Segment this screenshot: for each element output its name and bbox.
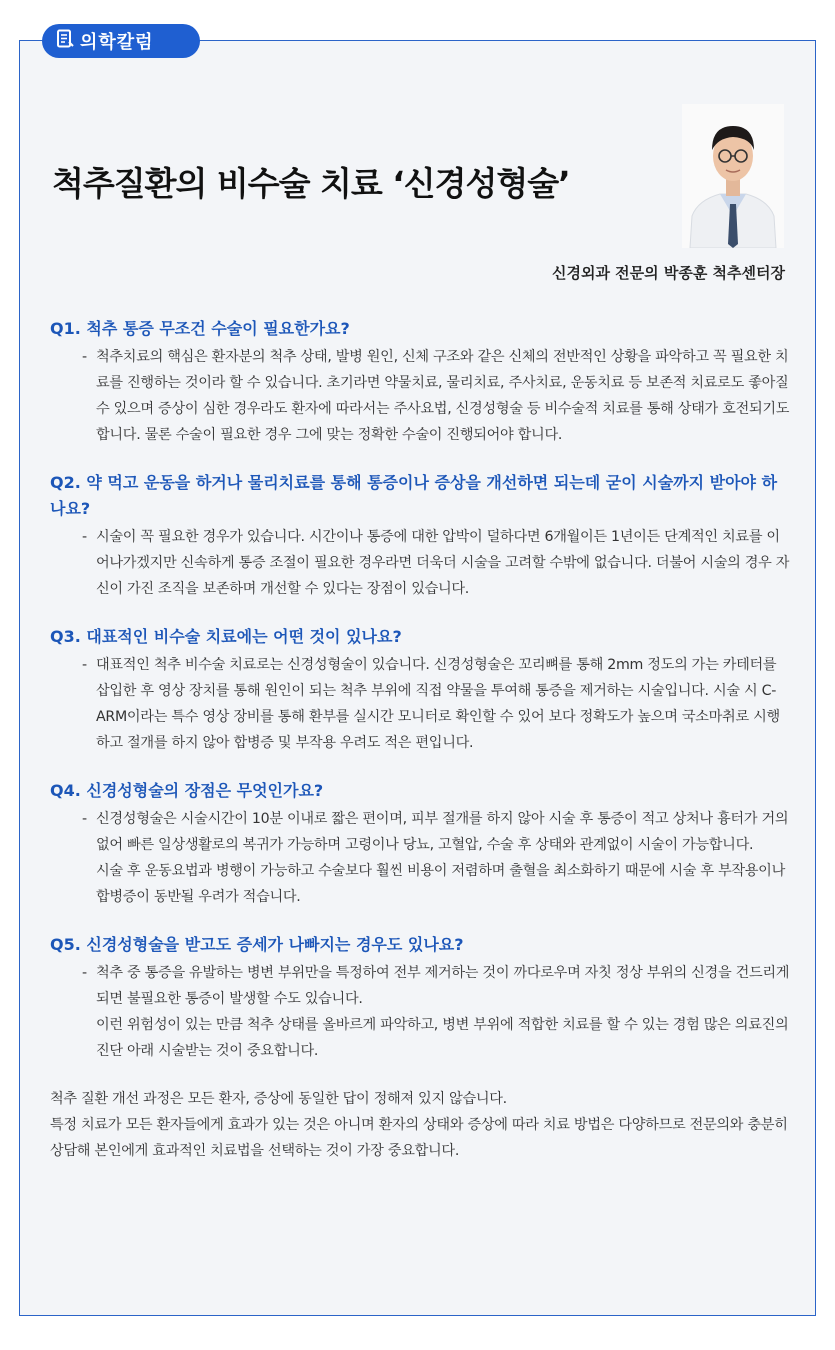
qa-item-1 — [50, 316, 790, 448]
qa-content — [50, 316, 790, 1164]
doctor-photo — [682, 104, 784, 248]
column-badge — [42, 24, 200, 58]
answer-paragraph: 시술 후 운동요법과 병행이 가능하고 수술보다 훨씬 비용이 저렴하며 출혈을 최소화하기 때문에 시술 후 부작용이나 합병증이 동반될 우려가 적습니다. — [96, 863, 785, 905]
answer-2: - 시술이 꼭 필요한 경우가 있습니다. 시간이나 통증에 대한 압박이 덜하다면 6개월이든 1년이든 단계적인 치료를 이어나가겠지만 신속하게 통증 조절이 필요한 경우라면 더욱더 시술을 고려할 수밖에 없습니다. 더불어 시술의 경우 자신이 가진 조직을 보존하며 개선할 수 있다는 장점이 있습니다. — [50, 524, 790, 602]
question-2: Q2. 약 먹고 운동을 하거나 물리치료를 통해 통증이나 증상을 개선하면 되는데 굳이 시술까지 받아야 하나요? — [50, 473, 778, 518]
answer-paragraph: 척추 중 통증을 유발하는 병변 부위만을 특정하여 전부 제거하는 것이 까다로우며 자칫 정상 부위의 신경을 건드리게 되면 불필요한 통증이 발생할 수도 있습니다. — [96, 965, 790, 1007]
qa-item-3 — [50, 624, 790, 756]
badge-label: 의학칼럼 — [80, 32, 154, 53]
answer-4: - 신경성형술은 시술시간이 10분 이내로 짧은 편이며, 피부 절개를 하지 않아 시술 후 통증이 적고 상처나 흉터가 거의 없어 빠른 일상생활로의 복귀가 가능하며 고령이나 당뇨, 고혈압, 수술 후 상태와 관계없이 시술이 가능합니다. 시술 후 운동요법과 병행이 가능하고 수술보다 훨씬 비용이 저렴하며 출혈을 최소화하기 때문에 시술 후 부작용이나 합병증이 동반될 우려가 적습니다. — [50, 806, 790, 910]
document-icon — [56, 29, 74, 53]
qa-item-2 — [50, 470, 790, 602]
question-5: Q5. 신경성형술을 받고도 증세가 나빠지는 경우도 있나요? — [50, 935, 464, 954]
answer-3: - 대표적인 척추 비수술 치료로는 신경성형술이 있습니다. 신경성형술은 꼬리뼈를 통해 2mm 정도의 가는 카테터를 삽입한 후 영상 장치를 통해 원인이 되는 척추 부위에 직접 약물을 투여해 통증을 제거하는 시술입니다. 시술 시 C-ARM이라는 특수 영상 장비를 통해 환부를 실시간 모니터로 확인할 수 있어 보다 정확도가 높으며 국소마취로 시행하고 절개를 하지 않아 합병증 및 부작용 우려도 적은 편입니다. — [50, 652, 790, 756]
question-3: Q3. 대표적인 비수술 치료에는 어떤 것이 있나요? — [50, 627, 402, 646]
closing-paragraph: 척추 질환 개선 과정은 모든 환자, 증상에 동일한 답이 정해져 있지 않습니다. — [50, 1091, 507, 1107]
question-1: Q1. 척추 통증 무조건 수술이 필요한가요? — [50, 319, 350, 338]
question-4: Q4. 신경성형술의 장점은 무엇인가요? — [50, 781, 324, 800]
answer-paragraph: 시술이 꼭 필요한 경우가 있습니다. 시간이나 통증에 대한 압박이 덜하다면 6개월이든 1년이든 단계적인 치료를 이어나가겠지만 신속하게 통증 조절이 필요한 경우라면 더욱더 시술을 고려할 수밖에 없습니다. 더불어 시술의 경우 자신이 가진 조직을 보존하며 개선할 수 있다는 장점이 있습니다. — [96, 529, 790, 597]
answer-paragraph: 척추치료의 핵심은 환자분의 척추 상태, 발병 원인, 신체 구조와 같은 신체의 전반적인 상황을 파악하고 꼭 필요한 치료를 진행하는 것이라 할 수 있습니다. 초기라면 약물치료, 물리치료, 주사치료, 운동치료 등 보존적 치료로도 좋아질 수 있으며 증상이 심한 경우라도 환자에 따라서는 주사요법, 신경성형술 등 비수술적 치료를 통해 상태가 호전되기도 합니다. 물론 수술이 필요한 경우 그에 맞는 정확한 수술이 진행되어야 합니다. — [96, 349, 790, 443]
closing-text — [50, 1086, 790, 1164]
page-title: 척추질환의 비수술 치료 ‘신경성형술’ — [52, 164, 570, 203]
closing-paragraph: 특정 치료가 모든 환자들에게 효과가 있는 것은 아니며 환자의 상태와 증상에 따라 치료 방법은 다양하므로 전문의와 충분히 상담해 본인에게 효과적인 치료법을 선택하는 것이 가장 중요합니다. — [50, 1117, 788, 1159]
answer-paragraph: 대표적인 척추 비수술 치료로는 신경성형술이 있습니다. 신경성형술은 꼬리뼈를 통해 2mm 정도의 가는 카테터를 삽입한 후 영상 장치를 통해 원인이 되는 척추 부위에 직접 약물을 투여해 통증을 제거하는 시술입니다. 시술 시 C-ARM이라는 특수 영상 장비를 통해 환부를 실시간 모니터로 확인할 수 있어 보다 정확도가 높으며 국소마취로 시행하고 절개를 하지 않아 합병증 및 부작용 우려도 적은 편입니다. — [96, 657, 780, 751]
answer-1: - 척추치료의 핵심은 환자분의 척추 상태, 발병 원인, 신체 구조와 같은 신체의 전반적인 상황을 파악하고 꼭 필요한 치료를 진행하는 것이라 할 수 있습니다. 초기라면 약물치료, 물리치료, 주사치료, 운동치료 등 보존적 치료로도 좋아질 수 있으며 증상이 심한 경우라도 환자에 따라서는 주사요법, 신경성형술 등 비수술적 치료를 통해 상태가 호전되기도 합니다. 물론 수술이 필요한 경우 그에 맞는 정확한 수술이 진행되어야 합니다. — [50, 344, 790, 448]
answer-paragraph: 이런 위험성이 있는 만큼 척추 상태를 올바르게 파악하고, 병변 부위에 적합한 치료를 할 수 있는 경험 많은 의료진의 진단 아래 시술받는 것이 중요합니다. — [96, 1017, 789, 1059]
qa-item-4 — [50, 778, 790, 910]
answer-5: - 척추 중 통증을 유발하는 병변 부위만을 특정하여 전부 제거하는 것이 까다로우며 자칫 정상 부위의 신경을 건드리게 되면 불필요한 통증이 발생할 수도 있습니다. 이런 위험성이 있는 만큼 척추 상태를 올바르게 파악하고, 병변 부위에 적합한 치료를 할 수 있는 경험 많은 의료진의 진단 아래 시술받는 것이 중요합니다. — [50, 960, 790, 1064]
qa-item-5 — [50, 932, 790, 1064]
author-line: 신경외과 전문의 박종훈 척추센터장 — [551, 264, 785, 282]
answer-paragraph: 신경성형술은 시술시간이 10분 이내로 짧은 편이며, 피부 절개를 하지 않아 시술 후 통증이 적고 상처나 흉터가 거의 없어 빠른 일상생활로의 복귀가 가능하며 고령이나 당뇨, 고혈압, 수술 후 상태와 관계없이 시술이 가능합니다. — [96, 811, 789, 853]
